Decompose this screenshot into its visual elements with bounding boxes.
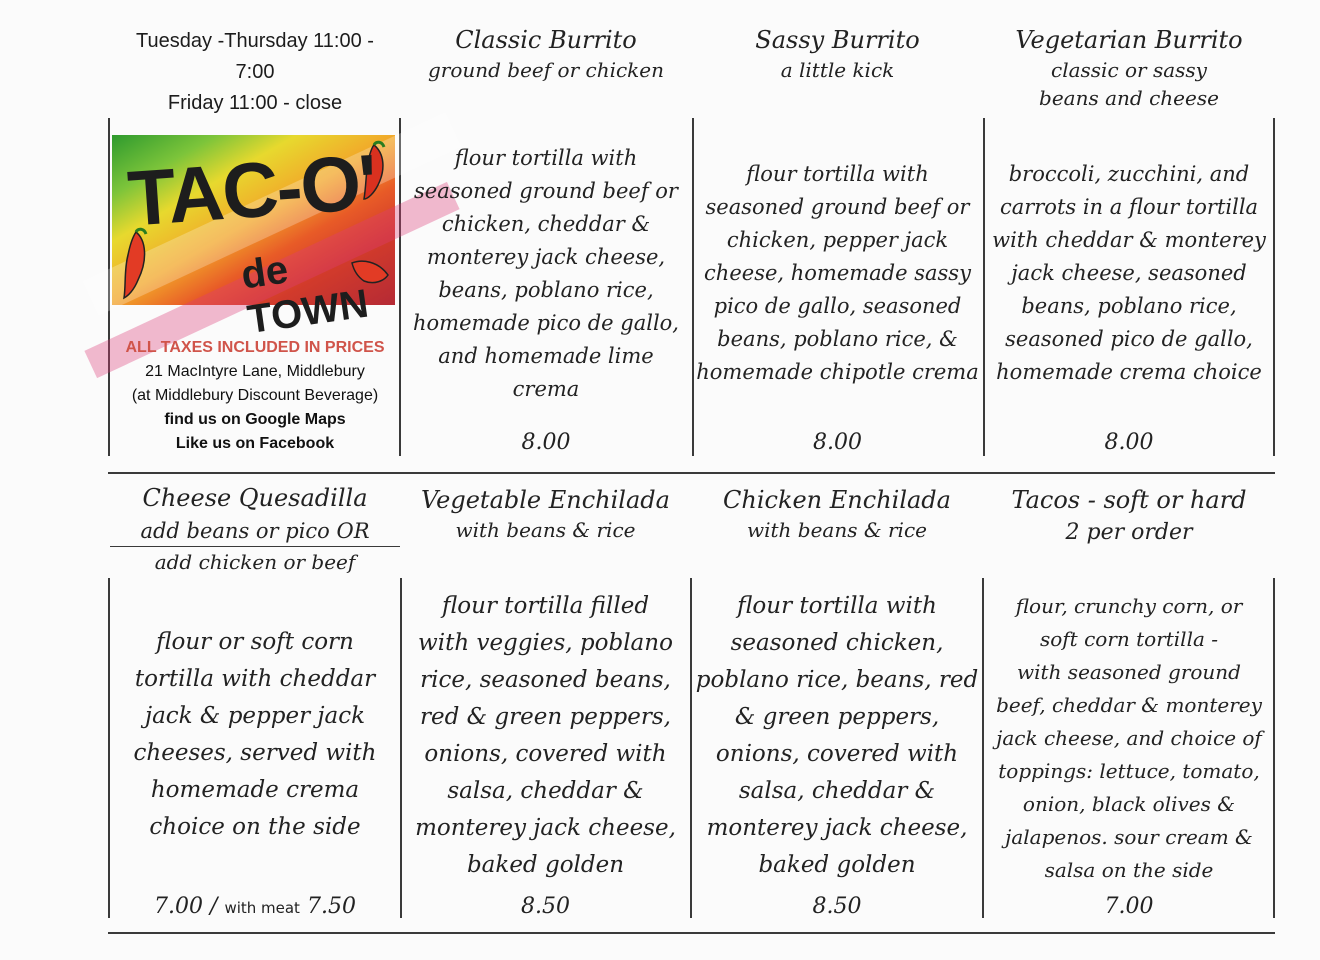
item-description <box>692 158 983 389</box>
item-price: 8.50 <box>812 894 862 919</box>
menu-item-cheese-quesadilla <box>110 482 400 576</box>
desc-line: seasoned ground beef or <box>705 195 970 219</box>
desc-line: seasoned pico de gallo, <box>1005 327 1253 351</box>
item-description <box>110 624 400 846</box>
location-note: (at Middlebury Discount Beverage) <box>131 387 379 404</box>
taco-de-town-logo <box>112 135 395 343</box>
desc-line: monterey jack cheese, <box>415 815 676 841</box>
item-description <box>400 142 692 406</box>
item-title: Vegetable Enchilada <box>421 486 670 514</box>
item-title: Tacos - soft or hard <box>1011 486 1247 514</box>
desc-line: carrots in a flour tortilla <box>999 195 1259 219</box>
desc-line: homemade chipotle crema <box>696 360 979 384</box>
menu-item-tacos <box>984 484 1274 550</box>
menu-item-sassy-burrito <box>692 24 983 84</box>
google-maps-link[interactable]: find us on Google Maps <box>164 411 346 428</box>
desc-line: flour or soft corn <box>156 629 354 655</box>
hours-line-2: 7:00 <box>235 61 275 83</box>
desc-line: seasoned chicken, <box>730 630 944 656</box>
desc-line: homemade crema <box>150 777 360 803</box>
item-subtitle: with beans & rice <box>746 518 927 542</box>
desc-line: & green peppers, <box>734 704 940 730</box>
item-subtitle: a little kick <box>780 58 895 82</box>
desc-line: red & green peppers, <box>420 704 671 730</box>
desc-line: chicken, cheddar & <box>441 212 651 236</box>
item-subtitle-2: beans and cheese <box>1039 86 1219 110</box>
item-price: 8.50 <box>521 894 570 919</box>
item-price: 8.00 <box>813 430 862 455</box>
desc-line: and homemade lime <box>438 344 654 368</box>
desc-line: beans, poblano rice, <box>438 278 654 302</box>
desc-line: cheese, homemade sassy <box>704 261 971 285</box>
restaurant-info <box>110 336 400 456</box>
desc-line: salsa on the side <box>1044 858 1214 882</box>
item-subtitle: add beans or pico OR <box>140 519 370 543</box>
desc-line: with veggies, poblano <box>418 630 673 656</box>
menu-item-vegetable-enchilada <box>401 484 690 544</box>
desc-line: soft corn tortilla - <box>1039 627 1219 651</box>
item-description <box>692 588 982 884</box>
desc-line: salsa, cheddar & <box>738 778 936 804</box>
desc-line: jack cheese, and choice of <box>996 726 1262 750</box>
desc-line: with seasoned ground <box>1017 660 1241 684</box>
price-extra: 7.50 <box>306 894 356 919</box>
desc-line: jack & pepper jack <box>144 703 366 729</box>
desc-line: flour tortilla with <box>737 593 937 619</box>
logo-title: TAC-O' <box>125 137 379 243</box>
desc-line: onions, covered with <box>424 741 667 767</box>
menu-item-vegetarian-burrito <box>984 24 1274 112</box>
desc-line: poblano rice, beans, red <box>695 667 979 693</box>
item-title: Vegetarian Burrito <box>1015 26 1243 54</box>
item-price: 7.00 <box>1104 894 1154 919</box>
desc-line: rice, seasoned beans, <box>420 667 671 693</box>
desc-line: jack cheese, seasoned <box>1011 261 1247 285</box>
desc-line: monterey jack cheese, <box>426 245 666 269</box>
desc-line: baked golden <box>758 852 916 878</box>
hours-line-1: Tuesday -Thursday 11:00 - <box>136 30 374 52</box>
menu-item-chicken-enchilada <box>692 484 982 544</box>
desc-line: jalapenos. sour cream & <box>1005 825 1253 849</box>
desc-line: salsa, cheddar & <box>447 778 644 804</box>
desc-line: homemade crema choice <box>996 360 1262 384</box>
desc-line: flour tortilla with <box>746 162 929 186</box>
item-description <box>984 590 1274 887</box>
desc-line: beans, poblano rice, <box>1021 294 1237 318</box>
item-subtitle: ground beef or chicken <box>427 58 665 82</box>
desc-line: choice on the side <box>149 814 361 840</box>
item-description <box>401 588 690 884</box>
desc-line: pico de gallo, seasoned <box>713 294 962 318</box>
desc-line: onion, black olives & <box>1022 792 1236 816</box>
desc-line: toppings: lettuce, tomato, <box>998 759 1260 783</box>
desc-line: chicken, pepper jack <box>726 228 949 252</box>
desc-line: onions, covered with <box>715 741 959 767</box>
desc-line: tortilla with cheddar <box>134 666 376 692</box>
taxes-note: ALL TAXES INCLUDED IN PRICES <box>125 339 385 356</box>
item-subtitle: 2 per order <box>1065 520 1193 545</box>
desc-line: monterey jack cheese, <box>706 815 968 841</box>
price-extra-label: with meat <box>224 899 300 917</box>
desc-line: cheeses, served with <box>133 740 377 766</box>
desc-line: broccoli, zucchini, and <box>1008 162 1250 186</box>
desc-line: flour tortilla with <box>454 146 638 170</box>
hours-line-3: Friday 11:00 - close <box>167 92 343 114</box>
desc-line: beef, cheddar & monterey <box>996 693 1262 717</box>
desc-line: with cheddar & monterey <box>992 228 1266 252</box>
divider-middle <box>108 472 1275 474</box>
item-price: 8.00 <box>1104 430 1154 455</box>
item-subtitle: classic or sassy <box>1051 58 1207 82</box>
item-title: Sassy Burrito <box>755 26 920 54</box>
item-price <box>110 892 400 923</box>
item-title: Chicken Enchilada <box>723 486 951 514</box>
logo-subtitle: de TOWN <box>238 247 372 343</box>
hours-block <box>110 26 400 119</box>
facebook-link[interactable]: Like us on Facebook <box>175 435 335 452</box>
desc-line: seasoned ground beef or <box>414 179 678 203</box>
item-subtitle: with beans & rice <box>455 518 636 542</box>
price-base: 7.00 / <box>154 894 218 919</box>
desc-line: homemade pico de gallo, <box>413 311 679 335</box>
item-title: Classic Burrito <box>455 26 637 54</box>
menu-item-classic-burrito <box>400 24 692 84</box>
item-price: 8.00 <box>521 430 571 455</box>
item-subtitle-2: add chicken or beef <box>154 550 356 574</box>
address: 21 MacIntyre Lane, Middlebury <box>145 363 365 380</box>
divider-bottom <box>108 932 1275 934</box>
desc-line: flour, crunchy corn, or <box>1015 594 1243 618</box>
item-description <box>984 158 1274 389</box>
desc-line: beans, poblano rice, & <box>717 327 958 351</box>
desc-line: crema <box>512 377 580 401</box>
desc-line: flour tortilla filled <box>441 593 650 619</box>
item-title: Cheese Quesadilla <box>142 484 368 512</box>
desc-line: baked golden <box>466 852 625 878</box>
